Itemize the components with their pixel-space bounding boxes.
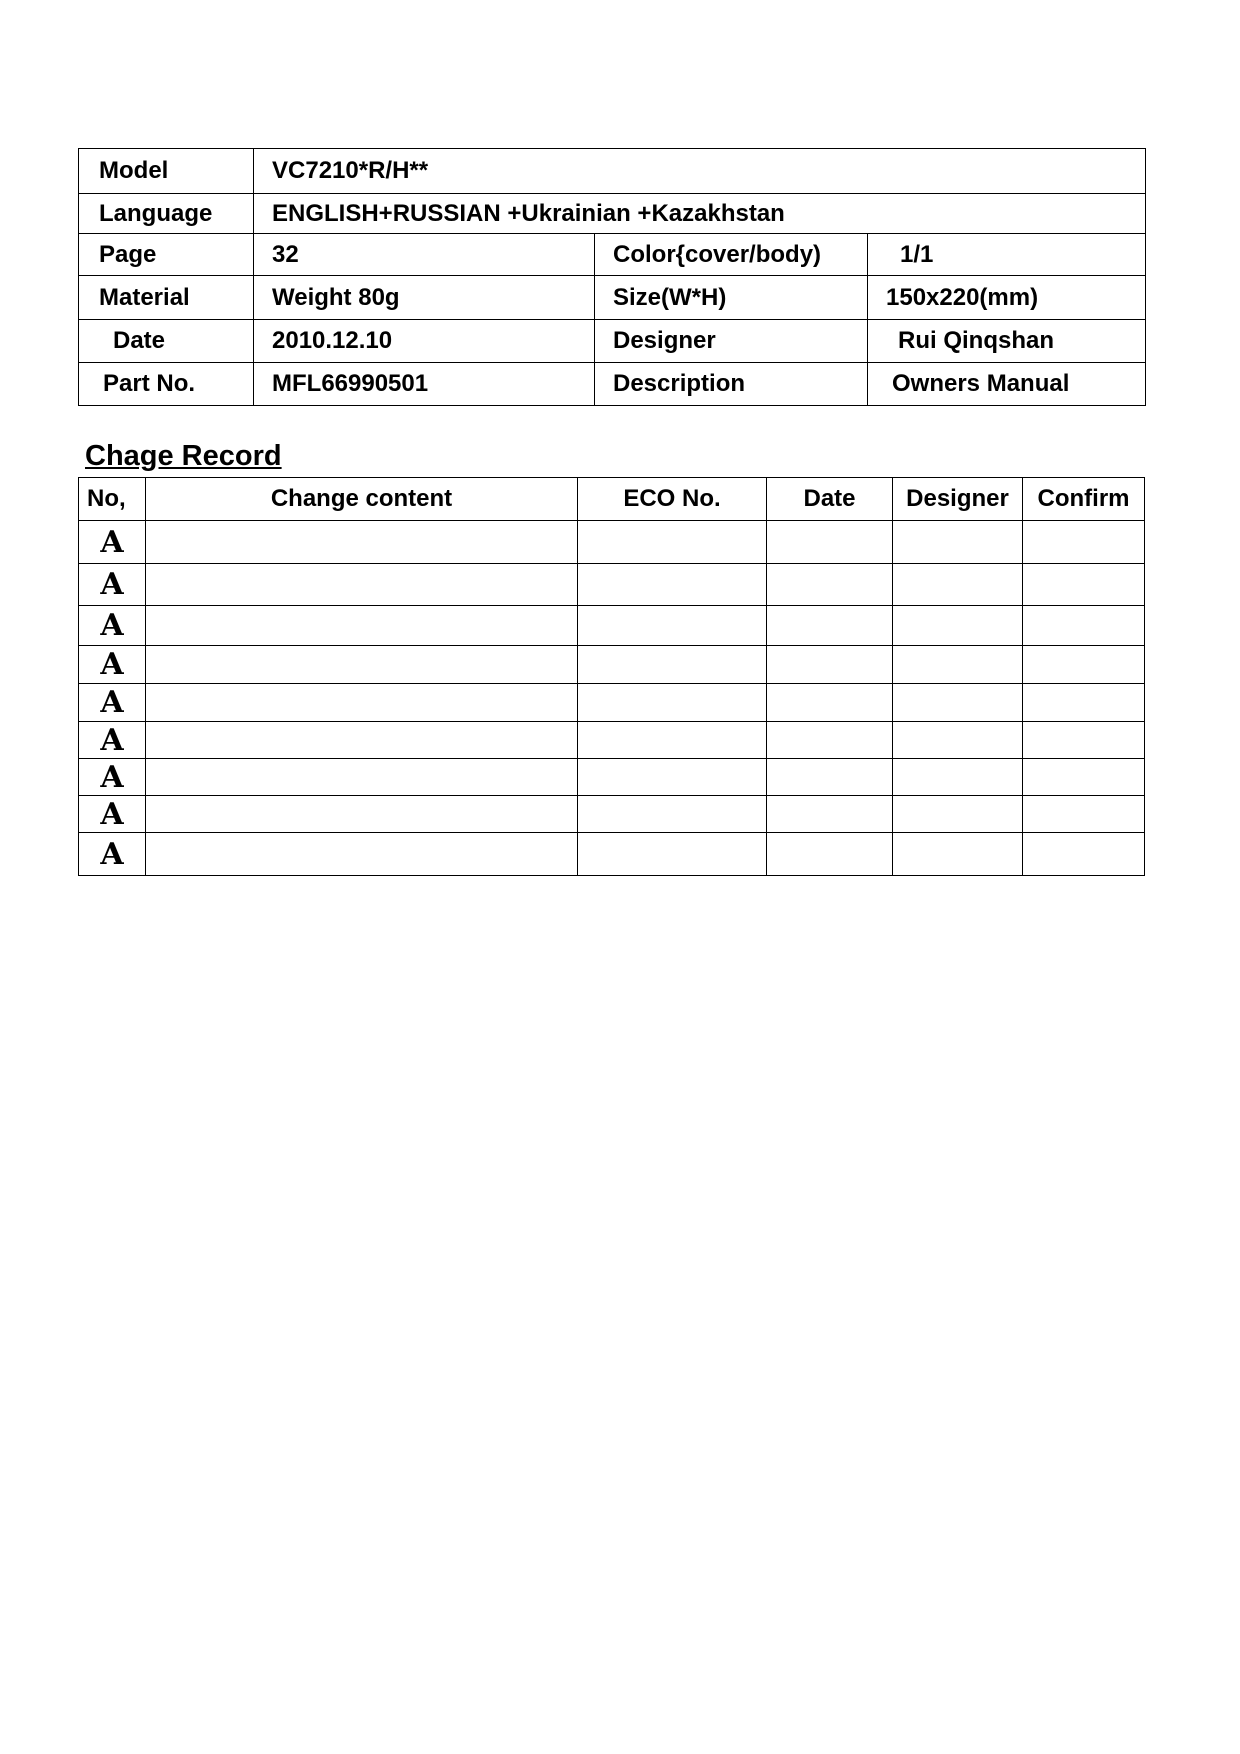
eco-no-cell bbox=[578, 722, 767, 759]
table-row bbox=[79, 521, 1145, 564]
table-row bbox=[79, 606, 1145, 646]
info-row-part bbox=[79, 363, 1146, 406]
revision-mark: A bbox=[79, 646, 146, 684]
date-value: 2010.12.10 bbox=[254, 320, 595, 363]
designer-cell bbox=[893, 722, 1023, 759]
eco-no-cell bbox=[578, 521, 767, 564]
header-designer: Designer bbox=[893, 478, 1023, 521]
date-cell bbox=[767, 564, 893, 606]
revision-mark: A bbox=[79, 606, 146, 646]
designer-cell bbox=[893, 606, 1023, 646]
eco-no-cell bbox=[578, 646, 767, 684]
material-label: Material bbox=[79, 276, 254, 320]
date-cell bbox=[767, 684, 893, 722]
language-value: ENGLISH+RUSSIAN +Ukrainian +Kazakhstan bbox=[254, 194, 1146, 234]
confirm-cell bbox=[1023, 759, 1145, 796]
date-cell bbox=[767, 833, 893, 876]
material-value: Weight 80g bbox=[254, 276, 595, 320]
change-record-title: Chage Record bbox=[85, 440, 282, 472]
color-label: Color{cover/body) bbox=[595, 234, 868, 276]
table-row bbox=[79, 796, 1145, 833]
header-date: Date bbox=[767, 478, 893, 521]
size-value: 150x220(mm) bbox=[868, 276, 1146, 320]
date-cell bbox=[767, 796, 893, 833]
change-content-cell bbox=[146, 684, 578, 722]
designer-cell bbox=[893, 833, 1023, 876]
designer-cell bbox=[893, 646, 1023, 684]
document-info-table bbox=[78, 148, 1146, 406]
revision-mark: A bbox=[79, 833, 146, 876]
description-value: Owners Manual bbox=[868, 363, 1146, 406]
eco-no-cell bbox=[578, 606, 767, 646]
header-eco-no: ECO No. bbox=[578, 478, 767, 521]
size-label: Size(W*H) bbox=[595, 276, 868, 320]
confirm-cell bbox=[1023, 684, 1145, 722]
change-content-cell bbox=[146, 722, 578, 759]
table-row bbox=[79, 684, 1145, 722]
description-label: Description bbox=[595, 363, 868, 406]
header-confirm: Confirm bbox=[1023, 478, 1145, 521]
change-record-header-row bbox=[79, 478, 1145, 521]
table-row bbox=[79, 833, 1145, 876]
date-cell bbox=[767, 521, 893, 564]
model-label: Model bbox=[79, 149, 254, 194]
model-value: VC7210*R/H** bbox=[254, 149, 1146, 194]
designer-cell bbox=[893, 759, 1023, 796]
part-value: MFL66990501 bbox=[254, 363, 595, 406]
confirm-cell bbox=[1023, 722, 1145, 759]
designer-cell bbox=[893, 796, 1023, 833]
change-content-cell bbox=[146, 646, 578, 684]
table-row bbox=[79, 759, 1145, 796]
eco-no-cell bbox=[578, 796, 767, 833]
revision-mark: A bbox=[79, 521, 146, 564]
revision-mark: A bbox=[79, 796, 146, 833]
date-cell bbox=[767, 606, 893, 646]
header-no: No, bbox=[79, 478, 146, 521]
eco-no-cell bbox=[578, 833, 767, 876]
table-row bbox=[79, 564, 1145, 606]
date-label: Date bbox=[79, 320, 254, 363]
info-row-language bbox=[79, 194, 1146, 234]
eco-no-cell bbox=[578, 759, 767, 796]
change-content-cell bbox=[146, 564, 578, 606]
confirm-cell bbox=[1023, 646, 1145, 684]
revision-mark: A bbox=[79, 564, 146, 606]
designer-label: Designer bbox=[595, 320, 868, 363]
date-cell bbox=[767, 759, 893, 796]
confirm-cell bbox=[1023, 564, 1145, 606]
revision-mark: A bbox=[79, 759, 146, 796]
header-change-content: Change content bbox=[146, 478, 578, 521]
designer-value: Rui Qinqshan bbox=[868, 320, 1146, 363]
info-row-model bbox=[79, 149, 1146, 194]
info-row-date bbox=[79, 320, 1146, 363]
eco-no-cell bbox=[578, 564, 767, 606]
page-value: 32 bbox=[254, 234, 595, 276]
change-content-cell bbox=[146, 521, 578, 564]
eco-no-cell bbox=[578, 684, 767, 722]
table-row bbox=[79, 646, 1145, 684]
language-label: Language bbox=[79, 194, 254, 234]
designer-cell bbox=[893, 521, 1023, 564]
revision-mark: A bbox=[79, 684, 146, 722]
page-label: Page bbox=[79, 234, 254, 276]
color-value: 1/1 bbox=[868, 234, 1146, 276]
change-content-cell bbox=[146, 833, 578, 876]
confirm-cell bbox=[1023, 796, 1145, 833]
date-cell bbox=[767, 722, 893, 759]
designer-cell bbox=[893, 684, 1023, 722]
confirm-cell bbox=[1023, 521, 1145, 564]
change-content-cell bbox=[146, 796, 578, 833]
change-content-cell bbox=[146, 759, 578, 796]
confirm-cell bbox=[1023, 833, 1145, 876]
table-row bbox=[79, 722, 1145, 759]
change-record-table bbox=[78, 477, 1145, 876]
revision-mark: A bbox=[79, 722, 146, 759]
info-row-material bbox=[79, 276, 1146, 320]
info-row-page bbox=[79, 234, 1146, 276]
part-label: Part No. bbox=[79, 363, 254, 406]
confirm-cell bbox=[1023, 606, 1145, 646]
change-content-cell bbox=[146, 606, 578, 646]
designer-cell bbox=[893, 564, 1023, 606]
date-cell bbox=[767, 646, 893, 684]
